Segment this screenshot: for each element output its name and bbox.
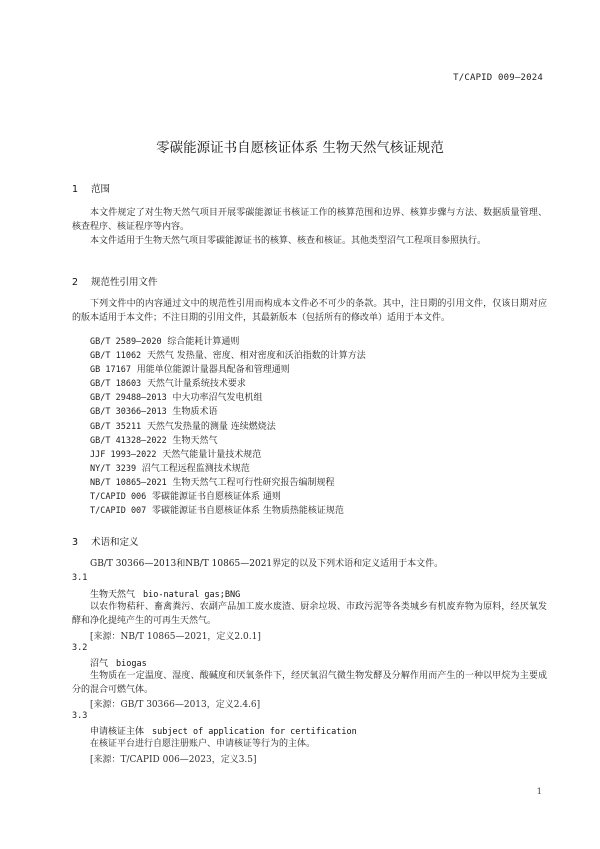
reference-item: GB/T 2589—2020 综合能耗计算通则 — [90, 337, 240, 347]
term-title — [90, 656, 147, 669]
reference-item: GB/T 30366—2013 生物质术语 — [90, 407, 218, 418]
reference-item: GB 17167 用能单位能源计量器具配备和管理通则 — [90, 365, 290, 376]
reference-item: NY/T 3239 沼气工程远程监测技术规范 — [90, 463, 250, 474]
document-code: T/CAPID 009—2024 — [453, 73, 543, 83]
section-heading-terms — [72, 534, 139, 548]
reference-item: GB/T 41328—2022 生物天然气 — [90, 435, 218, 446]
term-source: [来源：GB/T 30366—2013，定义2.4.6] — [90, 700, 261, 710]
term-number: 3.2 — [72, 643, 88, 653]
reference-item: GB/T 29488—2013 中大功率沼气发电机组 — [90, 393, 263, 404]
reference-item: T/CAPID 007 零碳能源证书自愿核证体系 生物质热能核证规范 — [90, 506, 344, 517]
reference-item: GB/T 11062 天然气 发热量、密度、相对密度和沃泊指数的计算方法 — [90, 351, 366, 362]
term-source: [来源：NB/T 10865—2021，定义2.0.1] — [90, 632, 261, 642]
term-title — [90, 724, 357, 737]
reference-item: NB/T 10865—2021 生物天然气工程可行性研究报告编制规程 — [90, 477, 335, 488]
term-en: bio-natural gas;BNG — [143, 590, 241, 600]
reference-item: GB/T 35211 天然气发热量的测量 连续燃烧法 — [90, 421, 276, 432]
section-number: 1 — [72, 184, 79, 195]
terms-intro-paragraph: GB/T 30366—2013和NB/T 10865—2021界定的以及下列术语和定义适用于本文件。 — [90, 559, 444, 569]
section-heading-scope — [72, 181, 110, 195]
reference-item: JJF 1993—2022 天然气能量计量技术规范 — [90, 449, 262, 460]
section-title: 术语和定义 — [91, 537, 139, 548]
page-number: 1 — [536, 787, 542, 797]
section-title: 范围 — [91, 184, 111, 195]
term-zh: 沼气 — [90, 659, 109, 669]
term-title — [90, 587, 240, 600]
term-zh: 生物天然气 — [90, 590, 136, 600]
section-number: 3 — [72, 537, 79, 548]
term-number: 3.3 — [72, 711, 88, 721]
section-title: 规范性引用文件 — [91, 277, 158, 288]
refs-intro-paragraph: 下列文件中的内容通过文中的规范性引用而构成本文件必不可少的条款。其中，注日期的引用文件，仅该日期对应的版本适用于本文件；不注日期的引用文件，其最新版本（包括所有的修改单）适用于本文件。 — [72, 299, 547, 324]
term-zh: 申请核证主体 — [90, 727, 145, 737]
reference-item: T/CAPID 006 零碳能源证书自愿核证体系 通则 — [90, 492, 281, 503]
scope-paragraph-1: 本文件规定了对生物天然气项目开展零碳能源证书核证工作的核算范围和边界、核算步骤与方法、数据质量管理、核查程序、核证程序等内容。 — [72, 208, 547, 233]
section-heading-normative-refs — [72, 274, 158, 288]
term-en: biogas — [116, 659, 147, 669]
term-definition: 以农作物秸秆、畜禽粪污、农副产品加工废水废渣、厨余垃圾、市政污泥等各类城乡有机废弃物为原料，经厌氧发酵和净化提纯产生的可再生天然气。 — [72, 602, 547, 627]
reference-list — [90, 335, 366, 518]
term-number: 3.1 — [72, 573, 88, 583]
section-number: 2 — [72, 277, 79, 288]
reference-item: GB/T 18603 天然气计量系统技术要求 — [90, 379, 246, 390]
scope-paragraph-2: 本文件适用于生物天然气项目零碳能源证书的核算、核查和核证。其他类型沼气工程项目参照执行。 — [90, 236, 487, 246]
term-source: [来源：T/CAPID 006—2023，定义3.5] — [90, 755, 257, 765]
document-title: 零碳能源证书自愿核证体系 生物天然气核证规范 — [156, 140, 444, 156]
term-definition: 在核证平台进行自愿注册账户、申请核证等行为的主体。 — [90, 739, 316, 749]
term-en: subject of application for certification — [152, 727, 357, 737]
term-definition: 生物质在一定温度、湿度、酸碱度和厌氧条件下，经厌氧沼气微生物发酵及分解作用而产生的一种以甲烷为主要成分的混合可燃气体。 — [72, 671, 547, 696]
